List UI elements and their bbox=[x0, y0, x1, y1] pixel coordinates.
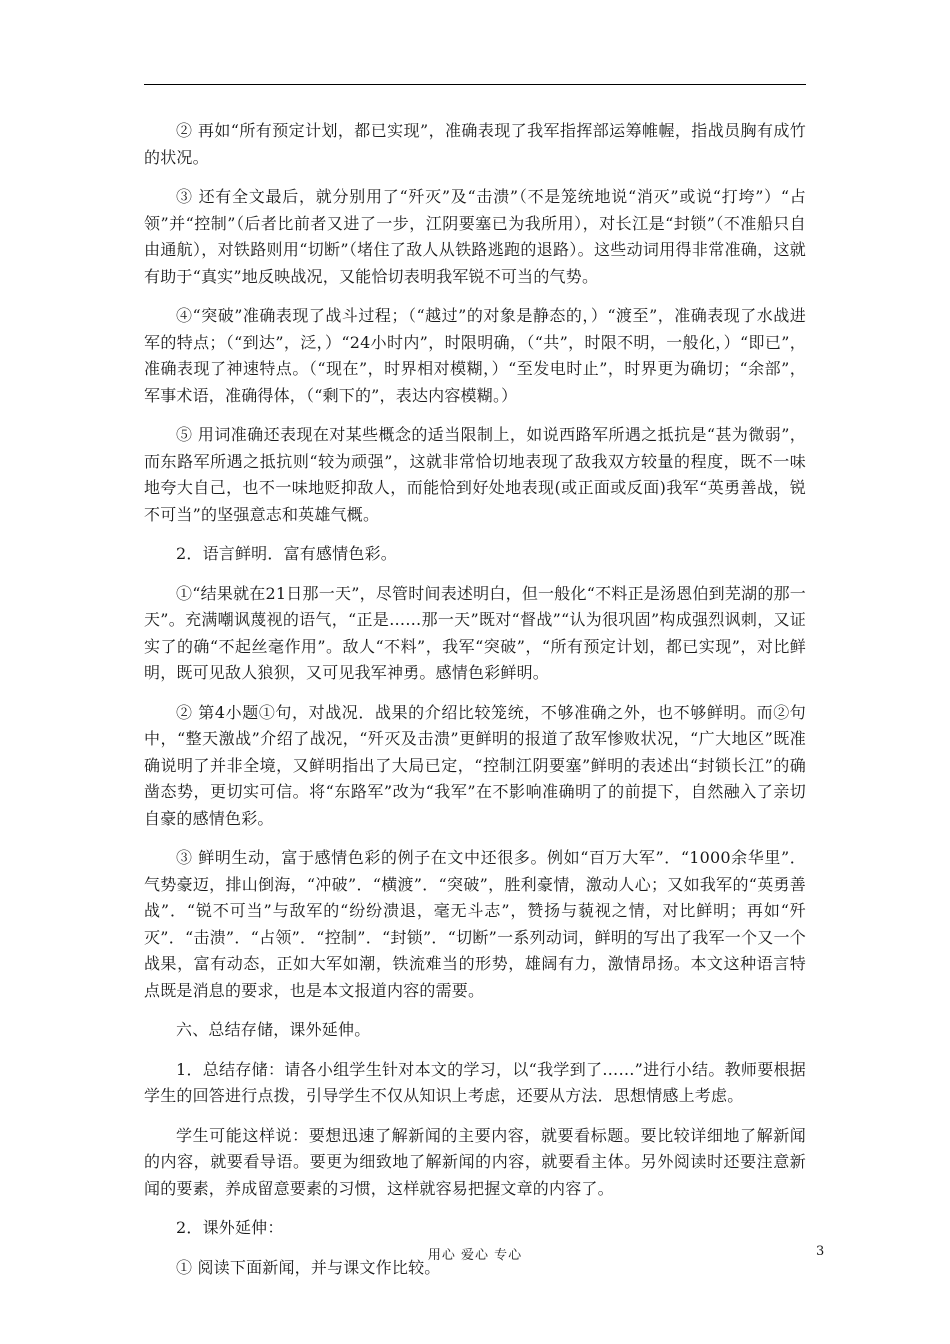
paragraph: ⑤ 用词准确还表现在对某些概念的适当限制上，如说西路军所遇之抵抗是“甚为微弱”，而东路军所遇之抵抗则“较为顽强”，这就非常恰切地表现了敌我双方较量的程度，既不一味地夸大自己，也不一味地贬抑敌人，而能恰到好处地表现(或正面或反面)我军“英勇善战，锐不可当”的坚强意志和英雄气概。 bbox=[144, 425, 806, 524]
section-heading: 2．语言鲜明．富有感情色彩。 bbox=[176, 544, 397, 563]
paragraph: ③ 鲜明生动，富于感情色彩的例子在文中还很多。例如“百万大军”．“1000余华里”．气势豪迈，排山倒海，“冲破”．“横渡”．“突破”，胜利豪情，激动人心；又如我军的“英勇善战”．“锐不可当”与敌军的“纷纷溃退，毫无斗志”，赞扬与藐视之情，对比鲜明；再如“歼灭”．“击溃”．“占领”．“控制”．“封锁”．“切断”一系列动词，鲜明的写出了我军一个又一个战果，富有动态，正如大军如潮，铁流难当的形势，雄阔有力，激情昂扬。本文这种语言特点既是消息的要求，也是本文报道内容的需要。 bbox=[144, 848, 806, 1000]
paragraph: ③ 还有全文最后，就分别用了“歼灭”及“击溃”（不是笼统地说“消灭”或说“打垮”）“占领”并“控制”（后者比前者又进了一步，江阴要塞已为我所用），对长江是“封锁”（不准船只自由通航），对铁路则用“切断”（堵住了敌人从铁路逃跑的退路）。这些动词用得非常准确，这就有助于“真实”地反映战况，又能恰切表明我军锐不可当的气势。 bbox=[144, 187, 806, 286]
paragraph: ② 第4小题①句，对战况．战果的介绍比较笼统，不够准确之外，也不够鲜明。而②句中，“整天激战”介绍了战况，“歼灭及击溃”更鲜明的报道了敌军惨败状况，“广大地区”既准确说明了并非全境，又鲜明指出了大局已定，“控制江阴要塞”鲜明的表述出“封锁长江”的确凿态势，更切实可信。将“东路军”改为“我军”在不影响准确明了的前提下，自然融入了亲切自豪的感情色彩。 bbox=[144, 702, 806, 828]
paragraph: ① 阅读下面新闻，并与课文作比较。 bbox=[176, 1257, 441, 1277]
section-heading: 六、总结存储，课外延伸。 bbox=[176, 1020, 371, 1039]
paragraph: ④“突破”准确表现了战斗过程；（“越过”的对象是静态的，）“渡至”，准确表现了水战进军的特点；（“到达”，泛，）“24小时内”，时限明确，（“共”，时限不明，一般化，）“即已”，准确表现了神速特点。（“现在”，时界相对模糊，）“至发电时止”，时界更为确切；“余部”，军事术语，准确得体，（“剩下的”，表达内容模糊。） bbox=[144, 306, 806, 405]
page-number: 3 bbox=[816, 1244, 825, 1259]
paragraph: ② 再如“所有预定计划，都已实现”，准确表现了我军指挥部运筹帷幄，指战员胸有成竹的状况。 bbox=[144, 121, 806, 167]
document-body bbox=[144, 118, 806, 1294]
paragraph: 学生可能这样说：要想迅速了解新闻的主要内容，就要看标题。要比较详细地了解新闻的内容，就要看导语。要更为细致地了解新闻的内容，就要看主体。另外阅读时还要注意新闻的要素，养成留意要素的习惯，这样就容易把握文章的内容了。 bbox=[144, 1125, 806, 1198]
paragraph: 1．总结存储：请各小组学生针对本文的学习，以“我学到了……”进行小结。教师要根据学生的回答进行点拨，引导学生不仅从知识上考虑，还要从方法．思想情感上考虑。 bbox=[144, 1059, 806, 1105]
header-rule bbox=[144, 84, 806, 85]
footer-motto: 用心 爱心 专心 bbox=[427, 1248, 523, 1263]
paragraph: ①“结果就在21日那一天”，尽管时间表述明白，但一般化“不料正是汤恩伯到芜湖的那一天”。充满嘲讽蔑视的语气，“正是……那一天”既对“督战”“认为很巩固”构成强烈讽刺，又证实了的确“不起丝毫作用”。敌人“不料”，我军“突破”，“所有预定计划，都已实现”，对比鲜明，既可见敌人狼狈，又可见我军神勇。感情色彩鲜明。 bbox=[144, 583, 806, 682]
section-heading: 2．课外延伸： bbox=[176, 1218, 284, 1237]
